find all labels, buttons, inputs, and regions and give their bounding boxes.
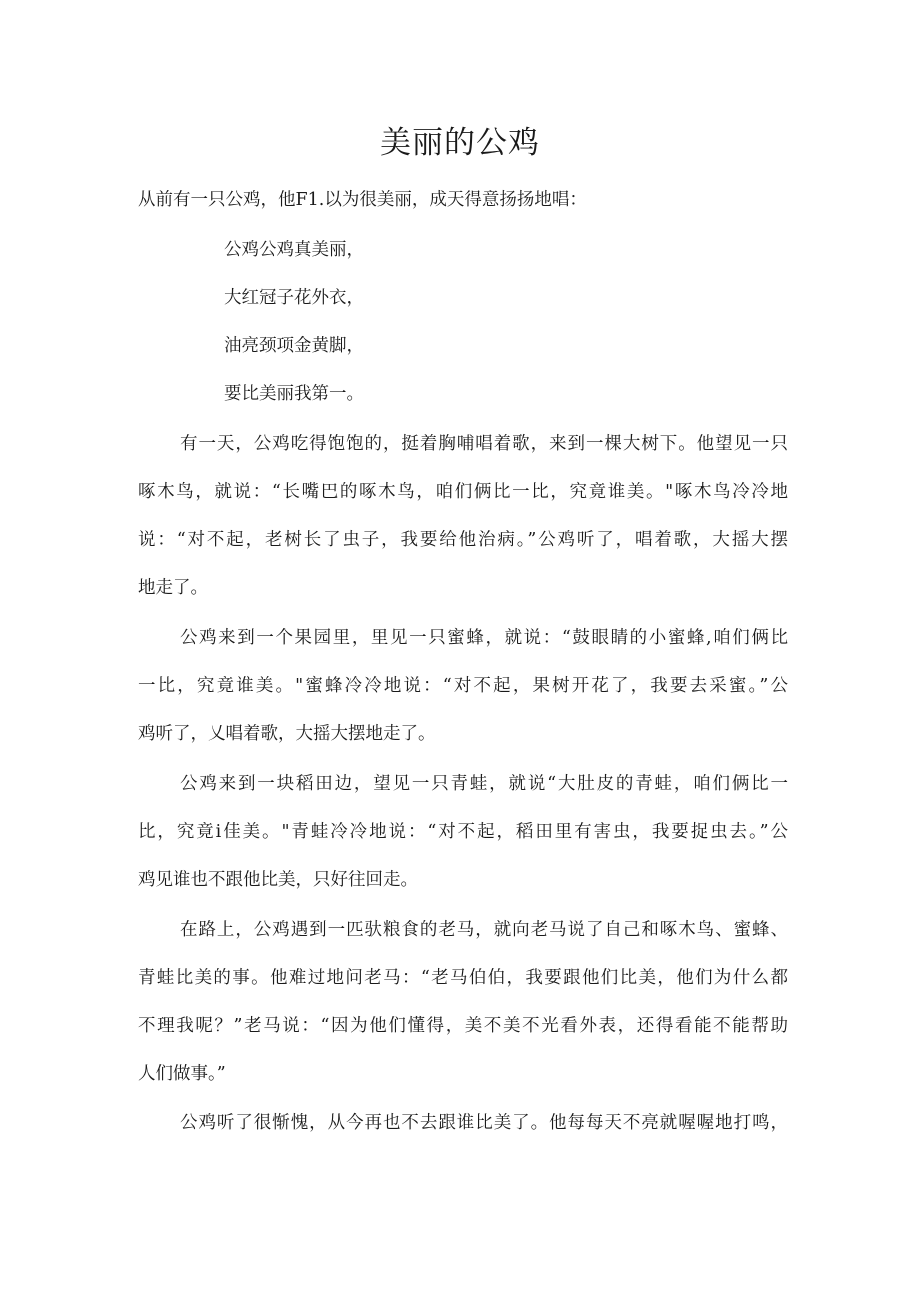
- paragraph-line: 鸡听了，乂唱着歌，大摇大摆地走了。: [138, 724, 436, 744]
- paragraph-line: 公鸡来到一个果园里，里见一只蜜蜂，就说：“鼓眼睛的小蜜蜂,咱们俩比: [180, 628, 788, 648]
- poem-line: 大红冠子花外衣，: [224, 288, 364, 308]
- paragraph-old-horse: [138, 906, 788, 1098]
- poem-line: 油亮颈项金黄脚，: [224, 336, 364, 356]
- document-title: 美丽的公鸡: [380, 125, 540, 161]
- paragraph-line: 不理我呢？”老马说：“因为他们懂得，美不美不光看外表，还得看能不能帮助: [138, 1016, 788, 1036]
- paragraph-line: 有一天，公鸡吃得饱饱的，挺着胸哺唱着歌，来到一棵大树下。他望见一只: [180, 434, 788, 454]
- paragraph-line: 比，究竟i佳美。"青蛙冷冷地说：“对不起，稻田里有害虫，我要捉虫去。”公: [138, 822, 788, 842]
- paragraph-ending: [138, 1099, 788, 1147]
- paragraph-line: 一比，究竟谁美。"蜜蜂冷冷地说：“对不起，果树开花了，我要去采蜜。”公: [138, 676, 788, 696]
- poem-block: [224, 226, 364, 418]
- paragraph-line: 说：“对不起，老树长了虫子，我要给他治病。”公鸡听了，唱着歌，大摇大摆: [138, 530, 788, 550]
- paragraph-line: 人们做事。”: [138, 1064, 226, 1084]
- paragraph-frog: [138, 760, 788, 904]
- paragraph-line: 地走了。: [138, 578, 208, 598]
- paragraph-line: 啄木鸟，就说：“长嘴巴的啄木鸟，咱们俩比一比，究竟谁美。"啄木鸟冷冷地: [138, 482, 788, 502]
- paragraph-line: 青蛙比美的事。他难过地问老马：“老马伯伯，我要跟他们比美，他们为什么都: [138, 968, 788, 988]
- paragraph-line: 公鸡听了很惭愧，从今再也不去跟谁比美了。他每每天不亮就喔喔地打鸣，: [180, 1113, 788, 1133]
- paragraph-bee: [138, 614, 788, 758]
- paragraph-line: 公鸡来到一块稻田边，望见一只青蛙，就说“大肚皮的青蛙，咱们俩比一: [180, 774, 788, 794]
- paragraph-line: 在路上，公鸡遇到一匹驮粮食的老马，就向老马说了自己和啄木鸟、蜜蜂、: [180, 920, 788, 940]
- opening-line: 从前有一只公鸡，他F1.以为很美丽，成天得意扬扬地唱：: [138, 190, 587, 210]
- poem-line: 公鸡公鸡真美丽，: [224, 240, 364, 260]
- paragraph-line: 鸡见谁也不跟他比美，只好往回走。: [138, 870, 418, 890]
- poem-line: 要比美丽我第一。: [224, 384, 364, 404]
- paragraph-woodpecker: [138, 420, 788, 612]
